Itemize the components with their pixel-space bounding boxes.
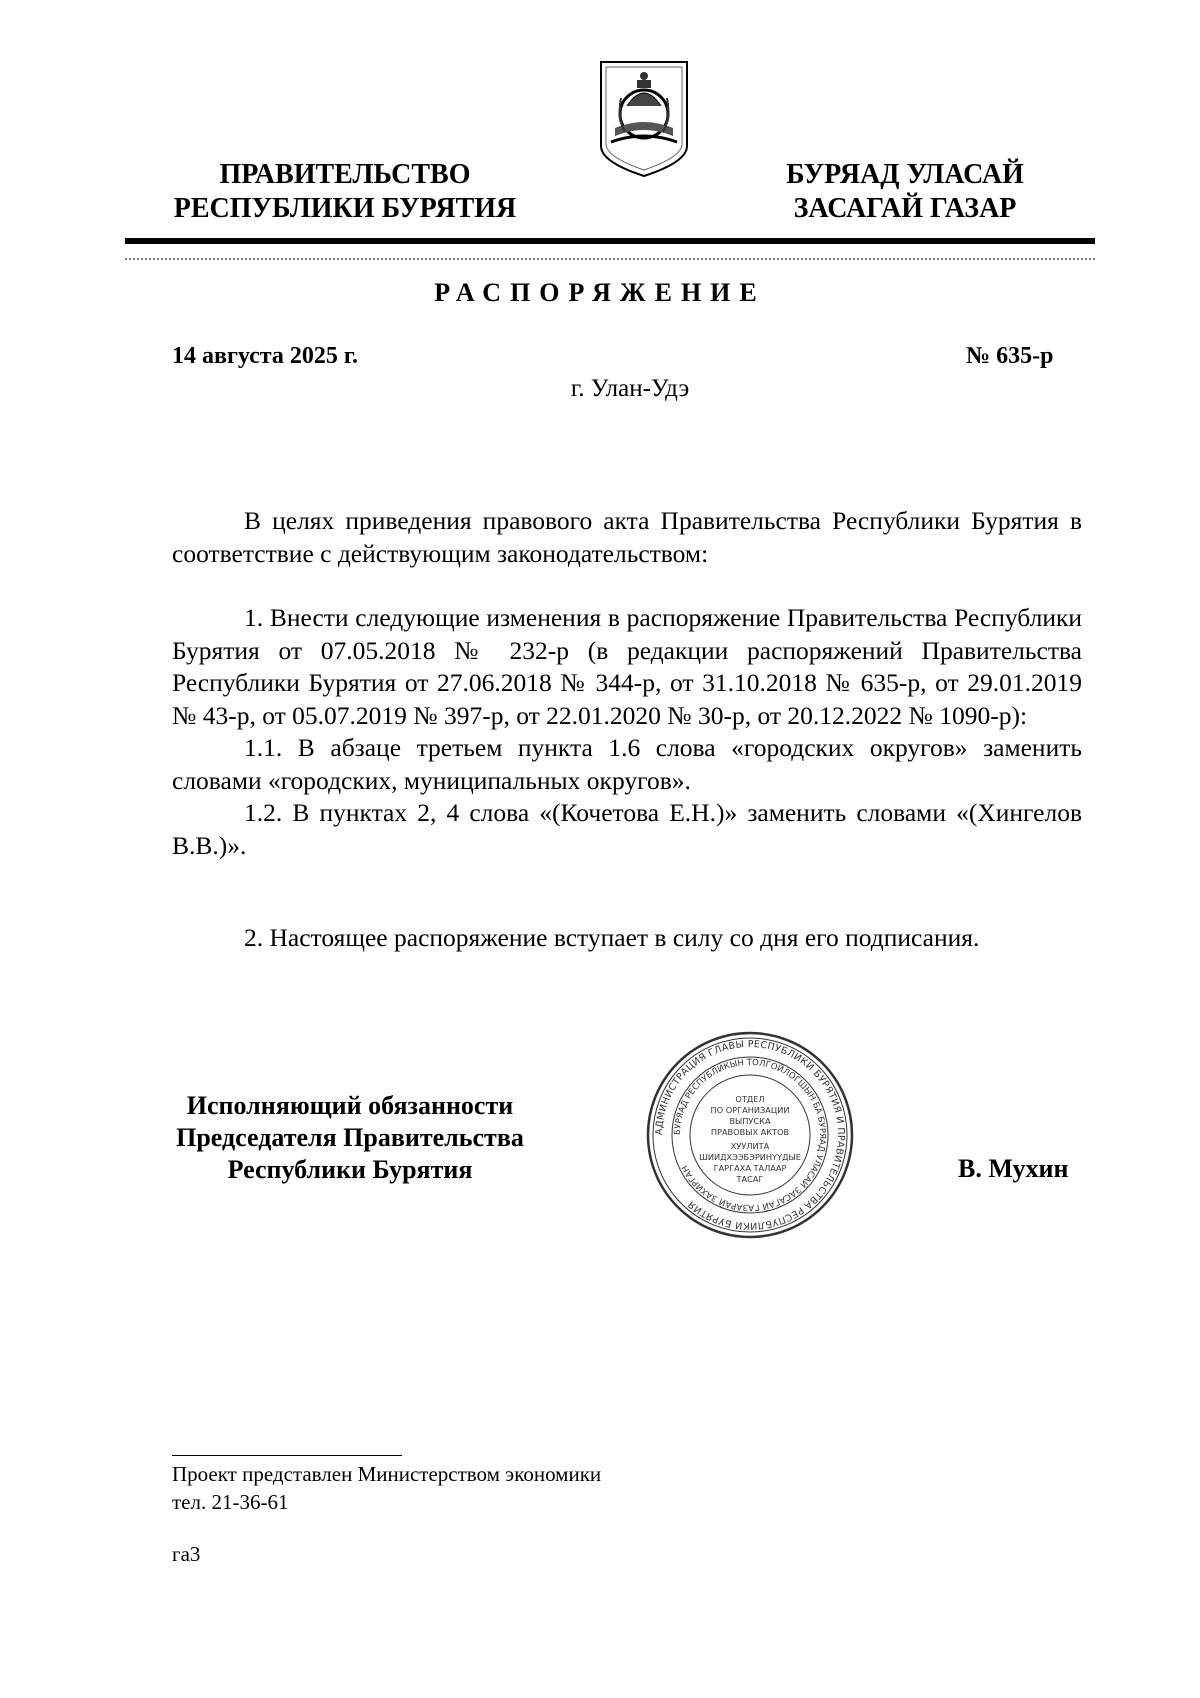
effective-clause — [172, 922, 1082, 955]
stamp-center-line7: ГАРГАХА ТАЛААР — [713, 1163, 787, 1173]
stamp-center-line3: ВЫПУСКА — [729, 1116, 771, 1126]
header-left-line1: ПРАВИТЕЛЬСТВО — [219, 159, 471, 190]
stamp-inner-text: БУРЯАД РЕСПУБЛИКЫН ТОЛГОЙЛОГШЫН БА БУРЯАД УЛАСАЙ ЗАСАГАЙ ГАЗАРАЙ ЗАХИРГАН — [672, 1057, 828, 1213]
coat-of-arms-icon — [597, 58, 691, 180]
footnote-rule — [172, 1455, 402, 1456]
header-rule-thin — [125, 258, 1095, 260]
stamp-center-line8: ТАСАГ — [736, 1174, 764, 1184]
document-code: га3 — [172, 1542, 201, 1566]
footnote-line1: Проект представлен Министерством экономики — [172, 1462, 602, 1486]
signatory-title-line2: Председателя Правительства — [176, 1123, 524, 1152]
header-right-line2: ЗАСАГАЙ ГАЗАР — [793, 193, 1017, 224]
amendments — [172, 602, 1082, 862]
signatory-title-line1: Исполняющий обязанности — [186, 1091, 514, 1120]
stamp-center-line2: ПО ОРГАНИЗАЦИИ — [710, 1105, 790, 1115]
signatory-name: В. Мухин — [958, 1154, 1069, 1183]
footnote-line2: тел. 21-36-61 — [172, 1490, 289, 1514]
document-date: 14 августа 2025 г. — [172, 343, 359, 369]
item-1-2: 1.2. В пунктах 2, 4 слова «(Кочетова Е.Н.)» заменить словами «(Хингелов В.В.)». — [172, 798, 1082, 860]
signatory-title — [155, 1090, 545, 1186]
item-1: 1. Внести следующие изменения в распоряжение Правительства Республики Бурятия от 07.05.2018 № 232-р (в редакции распоряжений Правительства Республики Бурятия от 27.06.2018 № 344-р, от 31.10.2018 № 635-р, от 29.01.2019 № 43-р, от 05.07.2019 № 397-р, от 22.01.2020 № 30-р, от 20.12.2022 № 1090-р): — [172, 603, 1082, 730]
signatory-title-line3: Республики Бурятия — [227, 1155, 473, 1184]
document-city: г. Улан-Удэ — [570, 375, 690, 402]
header-left-line2: РЕСПУБЛИКИ БУРЯТИЯ — [173, 193, 517, 224]
stamp-center-line4: ПРАВОВЫХ АКТОВ — [710, 1127, 790, 1137]
header-right-line1: БУРЯАД УЛАСАЙ — [786, 159, 1024, 190]
stamp-center-line5: ХУУЛИТА — [730, 1141, 770, 1151]
stamp-center-line6: ШИИДХЭЭБЭРИНҮҮДЫЕ — [699, 1152, 801, 1162]
document-type: РАСПОРЯЖЕНИЕ — [434, 278, 766, 307]
item-1-1: 1.1. В абзаце третьем пункта 1.6 слова «городских округов» заменить словами «городских, муниципальных округов». — [172, 733, 1082, 795]
preamble — [172, 505, 1082, 570]
header-left — [160, 158, 530, 226]
document-number: № 635-р — [966, 343, 1054, 369]
footnote — [172, 1460, 601, 1516]
header-right — [740, 158, 1070, 226]
stamp-center-line1: ОТДЕЛ — [735, 1094, 765, 1104]
official-stamp-icon — [645, 1030, 855, 1240]
header-rule-thick — [125, 238, 1095, 244]
stamp-outer-text: АДМИНИСТРАЦИЯ ГЛАВЫ РЕСПУБЛИКИ БУРЯТИЯ И ПРАВИТЕЛЬСТВА РЕСПУБЛИКИ БУРЯТИЯ — [653, 1038, 847, 1232]
preamble-text: В целях приведения правового акта Правительства Республики Бурятия в соответствие с действующим законодательством: — [172, 506, 1082, 568]
item-2: 2. Настоящее распоряжение вступает в силу со дня его подписания. — [244, 923, 980, 952]
